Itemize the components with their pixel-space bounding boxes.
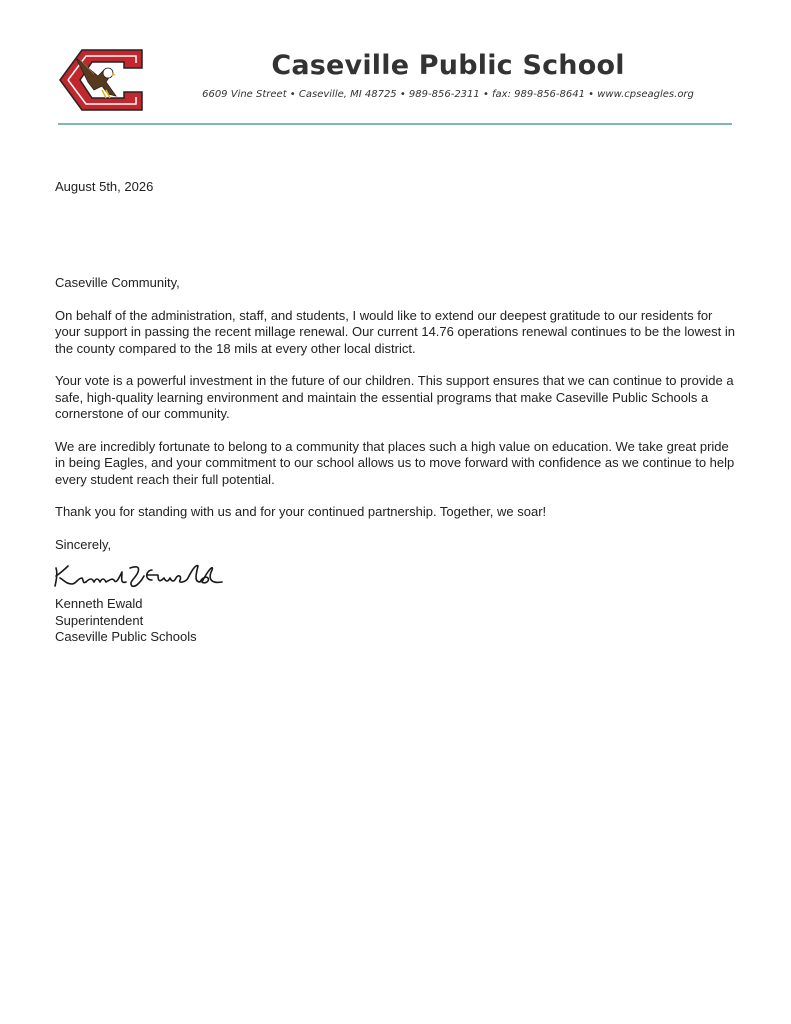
- closing: Sincerely,: [55, 536, 112, 552]
- letterhead-address: 6609 Vine Street • Caseville, MI 48725 • 989-856-2311 • fax: 989-856-8641 • www.cpseagles.org: [202, 89, 694, 100]
- letter-body: [55, 275, 739, 569]
- school-name: Caseville Public School: [271, 50, 625, 81]
- signature-icon: [52, 560, 232, 590]
- eagle-c-logo-icon: [58, 46, 144, 114]
- paragraph: On behalf of the administration, staff, and students, I would like to extend our deepest gratitude to our residents for your support in passing the recent millage renewal. Our current 14.76 operations renewal continues to be the lowest in the county compared to the 18 mils at every other local district.: [55, 307, 735, 356]
- salutation: Caseville Community,: [55, 275, 180, 290]
- signer-block: [55, 596, 197, 646]
- paragraph: Thank you for standing with us and for your continued partnership. Together, we soar!: [55, 504, 547, 519]
- signer-title: Superintendent: [55, 612, 144, 628]
- letter-date: August 5th, 2026: [55, 179, 154, 194]
- signer-name: Kenneth Ewald: [55, 596, 143, 611]
- paragraph: Your vote is a powerful investment in the future of our children. This support ensures that we can continue to provide a safe, high-quality learning environment and maintain the essential programs that make Caseville Public Schools a cornerstone of our community.: [55, 373, 734, 421]
- paragraph: We are incredibly fortunate to belong to a community that places such a high value on education. We take great pride in being Eagles, and your commitment to our school allows us to move forward with confidence as we continue to help every student reach their full potential.: [55, 438, 735, 487]
- signer-organization: Caseville Public Schools: [55, 629, 197, 644]
- letterhead-divider: [58, 123, 732, 125]
